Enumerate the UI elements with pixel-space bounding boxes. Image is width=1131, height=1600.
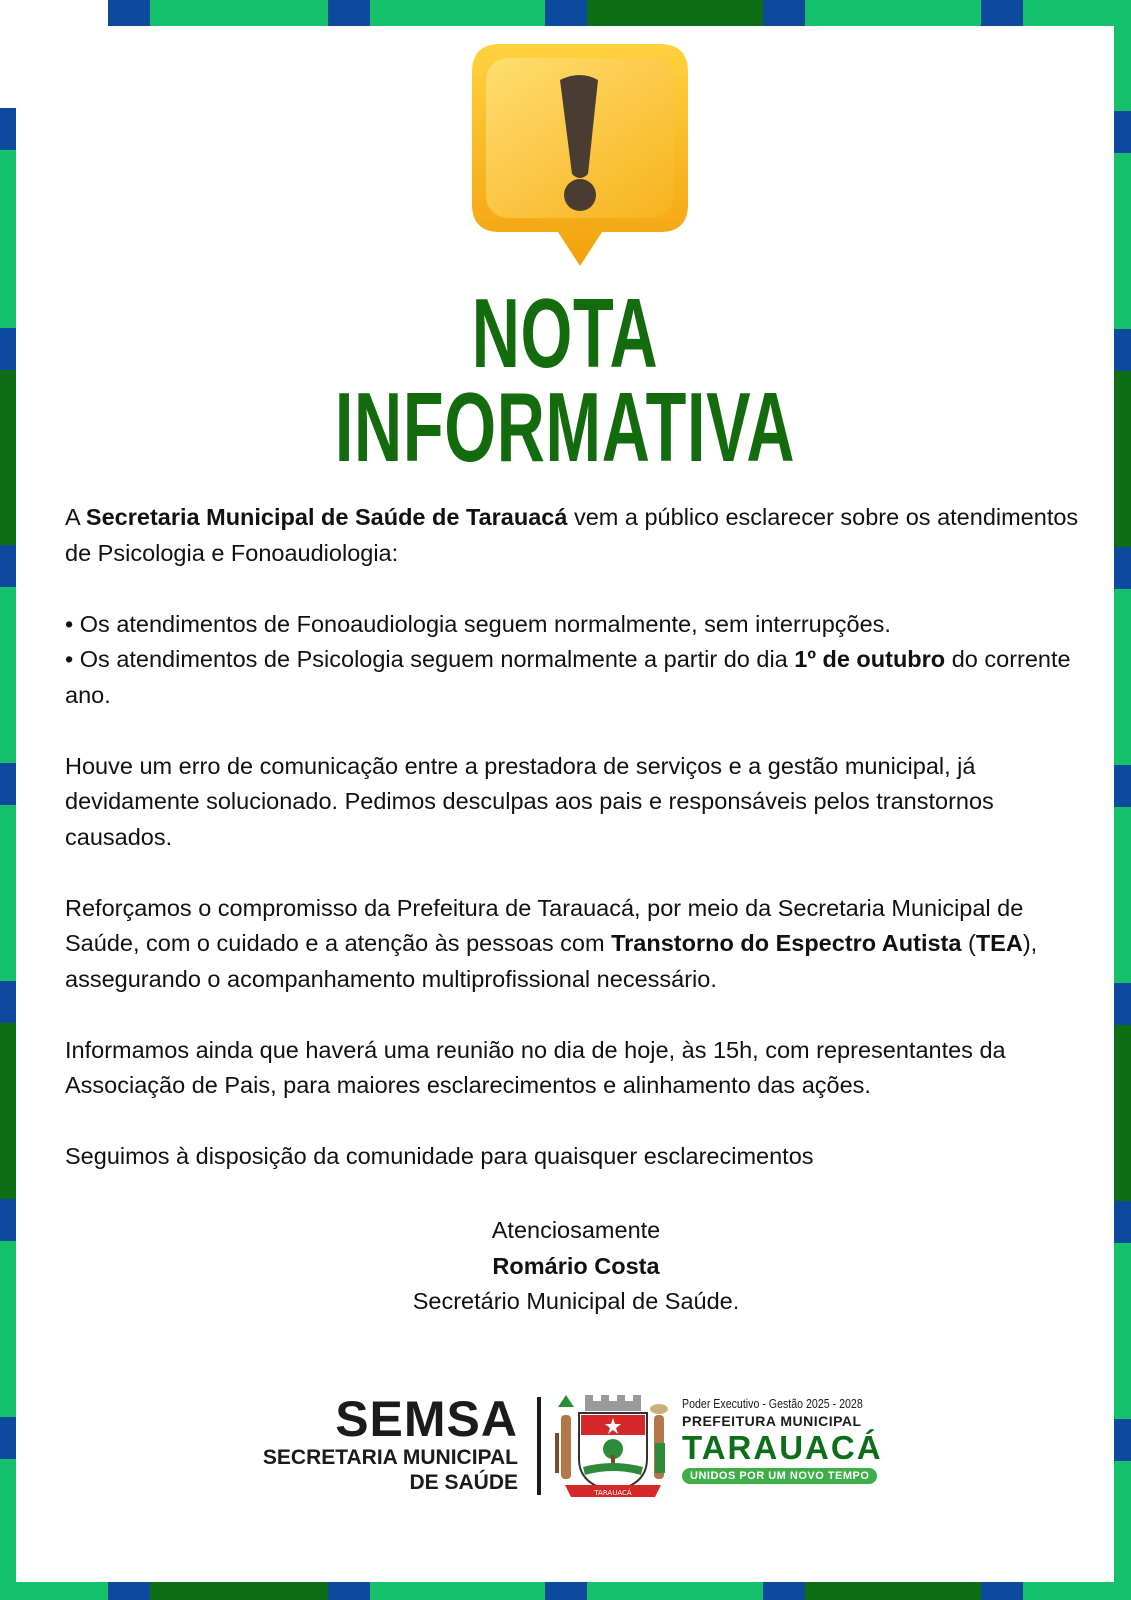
title-line-1: NOTA	[471, 278, 659, 388]
exclamation-speech-bubble-icon	[470, 42, 690, 267]
intro-paragraph: A Secretaria Municipal de Saúde de Tarauacá vem a público esclarecer sobre os atendimentos de Psicologia e Fonoaudiologia:	[65, 504, 1079, 566]
city-name: TARAUACÁ	[682, 1429, 883, 1466]
closing-salutation: Atenciosamente	[491, 1217, 661, 1243]
gestao-label: Poder Executivo - Gestão 2025 - 2028	[682, 1397, 863, 1411]
date-highlight: 1º de outubro	[794, 646, 946, 672]
secretaria-name: Secretaria Municipal de Saúde de Tarauacá	[85, 504, 568, 530]
signer-name: Romário Costa	[492, 1252, 660, 1279]
semsa-subtitle-2: DE SAÚDE	[409, 1471, 518, 1494]
signature-block	[16, 1213, 1131, 1320]
logo-divider	[537, 1397, 541, 1495]
title-line-2: INFORMATIVA	[334, 372, 796, 482]
bullet-list	[65, 607, 1095, 714]
apology-paragraph: Houve um erro de comunicação entre a prestadora de serviços e a gestão municipal, já devidamente solucionado. Pedimos desculpas aos pais e responsáveis pelos transtornos causados.	[65, 752, 994, 850]
commitment-paragraph: Reforçamos o compromisso da Prefeitura de Tarauacá, por meio da Secretaria Municipal de Saúde, com o cuidado e a atenção às pessoas com Transtorno do Espectro Autista (TEA), assegurando o acompanhamento multiprofissional necessário.	[65, 894, 1038, 992]
semsa-name: SEMSA	[335, 1391, 518, 1447]
meeting-paragraph: Informamos ainda que haverá uma reunião no dia de hoje, às 15h, com representantes da Associação de Pais, para maiores esclarecimentos e alinhamento das ações.	[65, 1036, 1006, 1098]
notice-body	[65, 500, 1095, 1210]
signer-role: Secretário Municipal de Saúde.	[412, 1288, 740, 1314]
tarauaca-crest-icon	[555, 1393, 671, 1501]
semsa-subtitle-1: SECRETARIA MUNICIPAL	[262, 1446, 518, 1469]
slogan-badge: UNIDOS POR UM NOVO TEMPO	[682, 1468, 877, 1484]
bullet-psicologia: • Os atendimentos de Psicologia seguem normalmente a partir do dia 1º de outubro do corrente ano.	[65, 646, 1071, 708]
svg-text:TARAUACÁ: TARAUACÁ	[594, 1489, 632, 1497]
prefeitura-label: PREFEITURA MUNICIPAL	[682, 1413, 862, 1429]
prefeitura-logo	[682, 1396, 895, 1484]
closing-paragraph: Seguimos à disposição da comunidade para quaisquer esclarecimentos	[65, 1143, 814, 1169]
bullet-fonoaudiologia: • Os atendimentos de Fonoaudiologia seguem normalmente, sem interrupções.	[65, 610, 891, 637]
semsa-logo	[263, 1393, 518, 1495]
